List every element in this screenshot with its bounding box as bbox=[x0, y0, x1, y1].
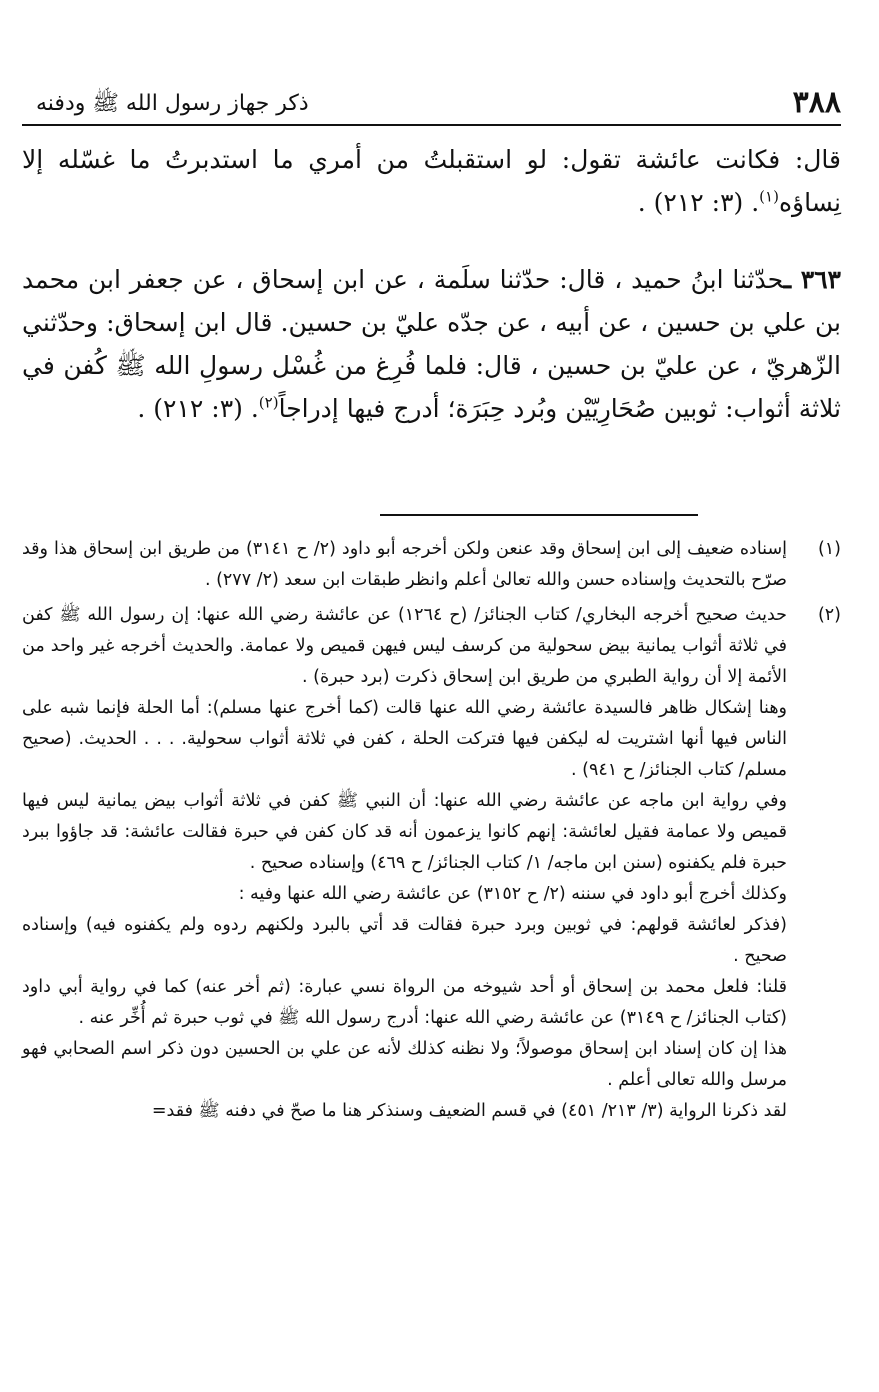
footnote-ref-1: (١) bbox=[759, 187, 779, 206]
paragraph-2-citation: . (٣: ٢١٢) . bbox=[137, 394, 259, 423]
paragraph-1 bbox=[22, 138, 841, 224]
footnote-2-para-8: لقد ذكرنا الرواية (٣/ ٢١٣/ ٤٥١) في قسم الضعيف وسنذكر هنا ما صحّ في دفنه ﷺ فقد= bbox=[151, 1101, 787, 1121]
page-header bbox=[22, 84, 841, 126]
page-number: ٣٨٨ bbox=[792, 85, 841, 120]
footnote-1-body bbox=[22, 534, 787, 596]
footnote-2-para-4: وكذلك أخرج أبو داود في سننه (٢/ ح ٣١٥٢) عن عائشة رضي الله عنها وفيه : bbox=[238, 884, 787, 904]
paragraph-1-text: قال: فكانت عائشة تقول: لو استقبلتُ من أمري ما استدبرتُ ما غسّله إلا نِساؤه bbox=[22, 145, 841, 217]
paragraph-1-citation: . (٣: ٢١٢) . bbox=[637, 188, 760, 217]
paragraph-2-text: حدّثنا ابنُ حميد ، قال: حدّثنا سلَمة ، عن ابن إسحاق ، عن جعفر ابن محمد بن علي بن حسين ، عن أبيه ، عن جدّه عليّ بن حسين. قال ابن إسحاق: وحدّثني الزّهريّ ، عن عليّ بن حسين ، قال: فلما فُرِغ من غُسْل رسولِ الله ﷺ كُفن في ثلاثة أثواب: ثوبين صُحَارِيّيْن وبُرد حِبَرَة؛ أدرج فيها إدراجاً bbox=[22, 265, 841, 423]
footnote-2-para-6: قلنا: فلعل محمد بن إسحاق أو أحد شيوخه من الرواة نسي عبارة: (ثم أخر عنه) كما في رواية أبي داود (كتاب الجنائز/ ح ٣١٤٩) عن عائشة رضي الله عنها: أدرج رسول الله ﷺ في ثوب حبرة ثم أُخِّر عنه . bbox=[22, 977, 787, 1028]
footnote-2-para-3: وفي رواية ابن ماجه عن عائشة رضي الله عنها: أن النبي ﷺ كفن في ثلاثة أثواب بيض يمانية ليس فيها قميص ولا عمامة فقيل لعائشة: إنهم كانوا يزعمون أنه قد كان كفن في حبرة فقالت عائشة: قد جاؤوا ببرد حبرة فلم يكفنوه (سنن ابن ماجه/ ١/ كتاب الجنائز/ ح ٤٦٩) وإسناده صحيح . bbox=[22, 791, 787, 873]
footnote-2-para-2: وهنا إشكال ظاهر فالسيدة عائشة رضي الله عنها قالت (كما أخرج عنها مسلم): أما الحلة فإنما شبه على الناس فيها أنها اشتريت له ليكفن فيها فتركت الحلة ، كفن في ثلاثة أثواب سحولية. . . . الحديث. (صحيح مسلم/ كتاب الجنائز/ ح ٩٤١) . bbox=[22, 698, 787, 780]
hadith-number: ٣٦٣ ـ bbox=[783, 265, 841, 294]
running-title: ذكر جهاز رسول الله ﷺ ودفنه bbox=[36, 91, 309, 116]
footnote-2-para-5: (فذكر لعائشة قولهم: في ثوبين وبرد حبرة فقالت قد أتي بالبرد ولكنهم ردوه ولم يكفنوه فيه) وإسناده صحيح . bbox=[22, 915, 787, 966]
footnote-1-para-1: إسناده ضعيف إلى ابن إسحاق وقد عنعن ولكن أخرجه أبو داود (٢/ ح ٣١٤١) من طريق ابن إسحاق هذا وقد صرّح بالتحديث وإسناده حسن والله تعالىٰ أعلم وانظر طبقات ابن سعد (٢/ ٢٧٧) . bbox=[22, 539, 787, 590]
footnote-2-number: (٢) bbox=[817, 605, 841, 625]
footnote-ref-2: (٢) bbox=[258, 393, 279, 412]
footnote-2-para-7: هذا إن كان إسناد ابن إسحاق موصولاً؛ ولا نظنه كذلك لأنه عن علي بن الحسين دون ذكر اسم الصحابي فهو مرسل والله تعالى أعلم . bbox=[22, 1039, 787, 1090]
footnote-1-number: (١) bbox=[817, 539, 841, 559]
footnote-separator bbox=[380, 514, 698, 516]
footnote-2-para-1: حديث صحيح أخرجه البخاري/ كتاب الجنائز/ (ح ١٢٦٤) عن عائشة رضي الله عنها: إن رسول الله ﷺ كفن في ثلاثة أثواب يمانية بيض سحولية من كرسف ليس فيهن قميص ولا عمامة. والحديث أخرجه غير واحد من الأئمة إلا أن رواية الطبري من طريق ابن إسحاق ذكرت (برد حبرة) . bbox=[22, 605, 787, 687]
footnote-2-body bbox=[22, 600, 787, 1127]
main-text bbox=[22, 138, 841, 430]
footnote-2 bbox=[22, 600, 841, 1127]
paragraph-gap bbox=[22, 224, 841, 258]
paragraph-2 bbox=[22, 258, 841, 430]
footnote-1 bbox=[22, 534, 841, 596]
footnotes bbox=[22, 534, 841, 1131]
